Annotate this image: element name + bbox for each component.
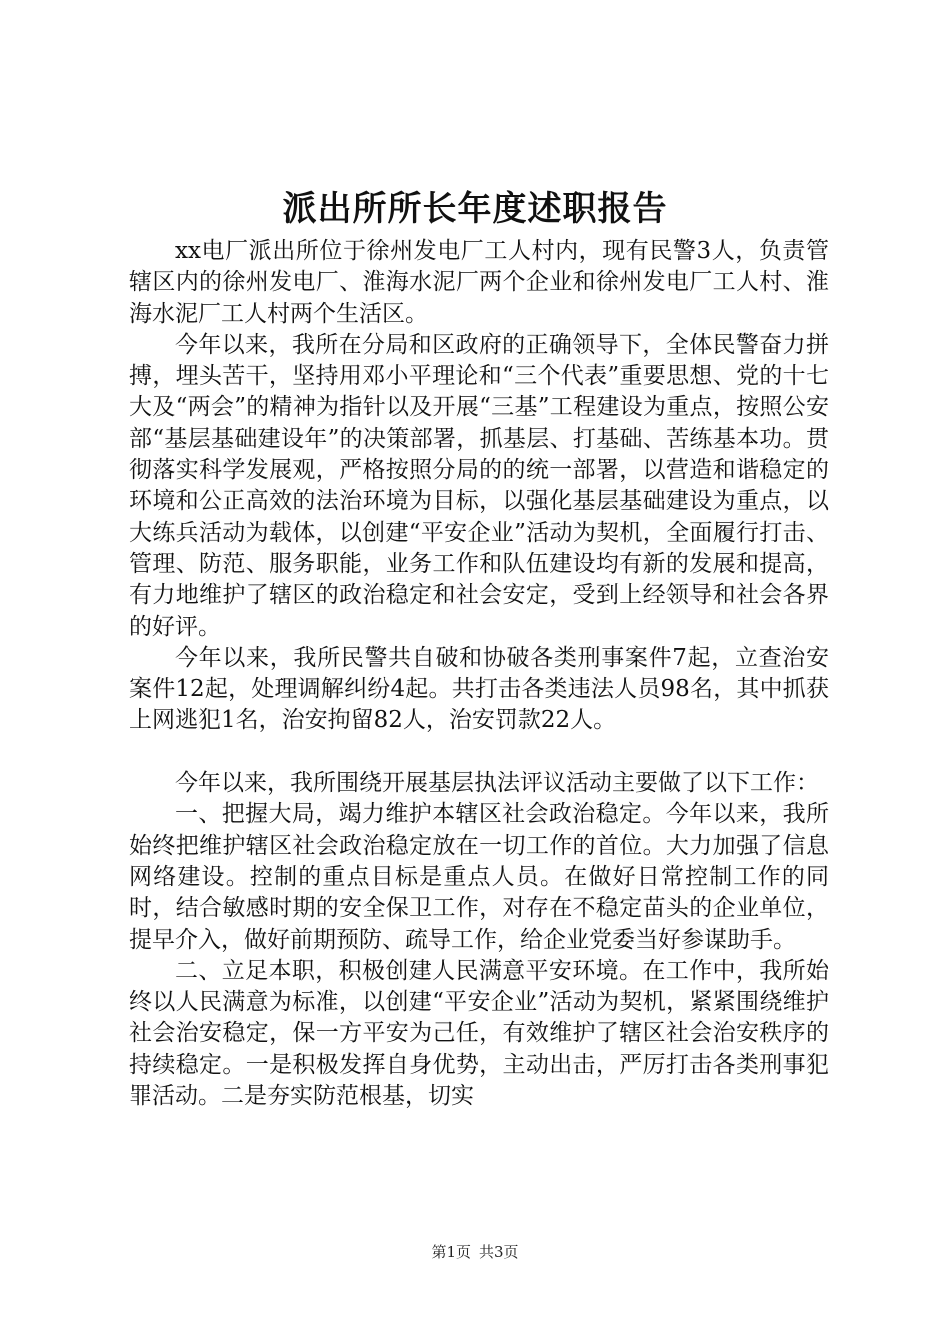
paragraph-overview: 今年以来，我所在分局和区政府的正确领导下，全体民警奋力拼搏，埋头苦干，坚持用邓小平理论和“三个代表”重要思想、党的十七大及“两会”的精神为指针以及开展“三基”工程建设为重点，按照公安部“基层基础建设年”的决策部署，抓基层、打基础、苦练基本功。贯彻落实科学发展观，严格按照分局的的统一部署，以营造和谐稳定的环境和公正高效的法治环境为目标，以强化基层基础建设为重点，以大练兵活动为载体，以创建“平安企业”活动为契机，全面履行打击、管理、防范、服务职能，业务工作和队伍建设均有新的发展和提高，有力地维护了辖区的政治稳定和社会安定，受到上经领导和社会各界的好评。 — [129, 331, 829, 640]
page-total: 共3页 — [479, 1243, 519, 1261]
document-body — [129, 236, 829, 1112]
paragraph-section-two: 二、立足本职，积极创建人民满意平安环境。在工作中，我所始终以人民满意为标准，以创建“平安企业”活动为契机，紧紧围绕维护社会治安稳定，保一方平安为己任，有效维护了辖区社会治安秩序的持续稳定。一是积极发挥自身优势，主动出击，严厉打击各类刑事犯罪活动。二是夯实防范根基，切实 — [129, 957, 829, 1110]
page-footer — [0, 1242, 950, 1262]
paragraph-intro: xx电厂派出所位于徐州发电厂工人村内，现有民警3人，负责管辖区内的徐州发电厂、淮海水泥厂两个企业和徐州发电厂工人村、淮海水泥厂工人村两个生活区。 — [129, 238, 829, 327]
paragraph-statistics: 今年以来，我所民警共自破和协破各类刑事案件7起，立查治安案件12起，处理调解纠纷4起。共打击各类违法人员98名，其中抓获上网逃犯1名，治安拘留82人，治安罚款22人。 — [129, 644, 829, 734]
page-number: 第1页 — [431, 1243, 471, 1261]
paragraph-section-one: 一、把握大局，竭力维护本辖区社会政治稳定。今年以来，我所始终把维护辖区社会政治稳定放在一切工作的首位。大力加强了信息网络建设。控制的重点目标是重点人员。在做好日常控制工作的同时，结合敏感时期的安全保卫工作，对存在不稳定苗头的企业单位，提早介入，做好前期预防、疏导工作，给企业党委当好参谋助手。 — [129, 801, 829, 953]
paragraph-work-summary: 今年以来，我所围绕开展基层执法评议活动主要做了以下工作： — [175, 770, 819, 797]
document-title: 派出所所长年度述职报告 — [282, 189, 668, 229]
